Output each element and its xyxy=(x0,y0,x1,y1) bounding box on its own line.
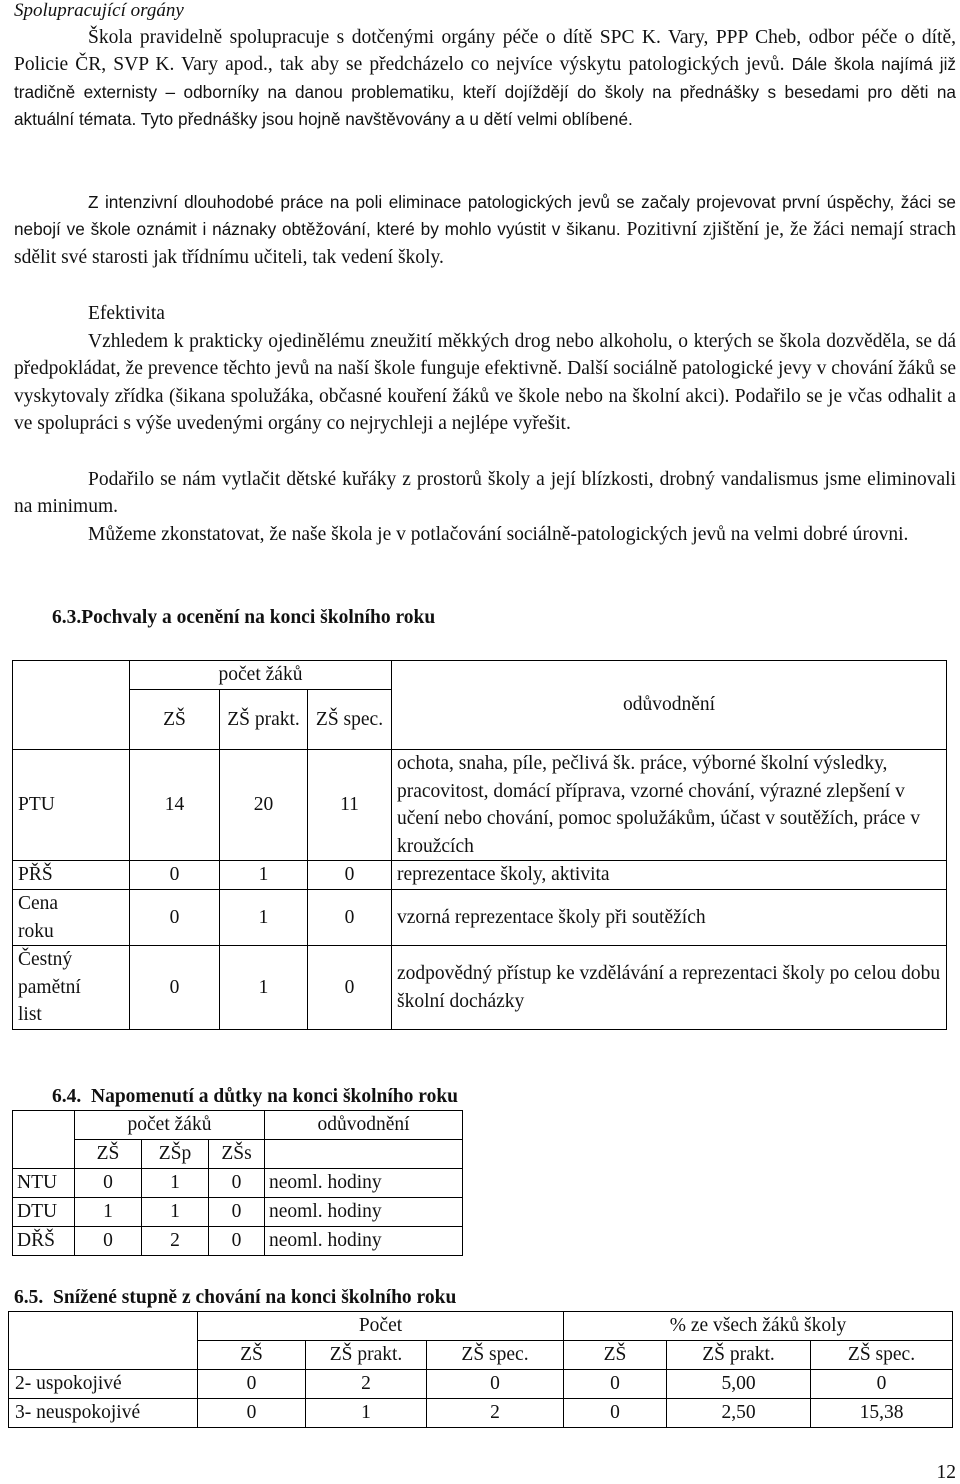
header-zsp: ZŠp xyxy=(142,1140,209,1169)
conduct-table xyxy=(8,1311,953,1428)
row-prakt: 20 xyxy=(220,750,308,861)
table-row xyxy=(13,889,947,945)
row-type: PTU xyxy=(13,750,130,861)
row-zsp: 1 xyxy=(142,1198,209,1227)
row-reason: neoml. hodiny xyxy=(265,1169,463,1198)
header-count: počet žáků xyxy=(130,661,392,690)
paragraph-text-sans: Z intenzivní dlouhodobé práce na poli eliminace patologických jevů se začaly projevovat první úspěchy, žáci se nebojí ve škole oznámit i náznaky obtěžování, které by mohlo vyústit v šikanu. xyxy=(14,192,956,240)
table-row xyxy=(9,1370,953,1399)
row-prakt: 1 xyxy=(220,946,308,1030)
row-type: Čestný pamětní list xyxy=(13,946,130,1030)
row-zs: 0 xyxy=(130,946,220,1030)
row-n-spec: 2 xyxy=(427,1399,564,1428)
header-zs: ZŠ xyxy=(130,689,220,749)
header-reason: odůvodnění xyxy=(265,1111,463,1140)
row-spec: 0 xyxy=(308,946,392,1030)
paragraph-cooperation-2 xyxy=(14,189,956,271)
header-zs-prakt: ZŠ prakt. xyxy=(667,1341,811,1370)
paragraph-effectiveness-1 xyxy=(14,328,956,438)
table-row xyxy=(13,946,947,1030)
table-header-row xyxy=(13,1111,463,1140)
reprimands-table xyxy=(12,1110,463,1256)
row-zsp: 2 xyxy=(142,1227,209,1256)
row-reason: zodpovědný přístup ke vzdělávání a reprezentaci školy po celou dobu školní docházky xyxy=(392,946,947,1030)
row-spec: 0 xyxy=(308,861,392,890)
header-count: počet žáků xyxy=(75,1111,265,1140)
paragraph-text: Podařilo se nám vytlačit dětské kuřáky z prostorů školy a její blízkosti, drobný vandalismus jsme eliminovali na minimum. xyxy=(14,469,956,518)
table-cell xyxy=(265,1140,463,1169)
row-p-zs: 0 xyxy=(564,1399,667,1428)
table-cell xyxy=(9,1312,198,1370)
row-p-spec: 0 xyxy=(811,1370,953,1399)
row-n-prakt: 2 xyxy=(306,1370,427,1399)
paragraph-text-sans: Dále škola najímá již tradičně externisty – odborníky na danou problematiku, kteří dojíždějí do školy na přednášky s besedami pro děti na aktuální témata. Tyto přednášky jsou hojně navštěvovány a u dětí velmi oblíbené. xyxy=(14,54,957,130)
row-n-zs: 0 xyxy=(198,1370,306,1399)
table-row xyxy=(13,861,947,890)
header-reason: odůvodnění xyxy=(392,661,947,750)
row-zss: 0 xyxy=(209,1227,265,1256)
header-zs-prakt: ZŠ prakt. xyxy=(220,689,308,749)
row-zs: 0 xyxy=(130,889,220,945)
row-grade: 2- uspokojivé xyxy=(9,1370,198,1399)
row-n-prakt: 1 xyxy=(306,1399,427,1428)
row-zs: 0 xyxy=(75,1169,142,1198)
row-p-prakt: 5,00 xyxy=(667,1370,811,1399)
row-type: DTU xyxy=(13,1198,75,1227)
header-zs-spec: ZŠ spec. xyxy=(811,1341,953,1370)
paragraph-effectiveness-3 xyxy=(14,521,956,548)
table-row xyxy=(13,1227,463,1256)
row-n-spec: 0 xyxy=(427,1370,564,1399)
row-prakt: 1 xyxy=(220,889,308,945)
row-zs: 0 xyxy=(130,861,220,890)
table-cell xyxy=(13,661,130,750)
header-count: Počet xyxy=(198,1312,564,1341)
section-title-awards: 6.3.Pochvaly a ocenění na konci školního roku xyxy=(52,607,436,628)
section-heading-effectiveness xyxy=(14,300,956,327)
header-zs-spec: ZŠ spec. xyxy=(427,1341,564,1370)
table-header-row xyxy=(13,1140,463,1169)
table-row xyxy=(13,1198,463,1227)
table-row xyxy=(13,750,947,861)
row-grade: 3- neuspokojivé xyxy=(9,1399,198,1428)
header-zs-prakt: ZŠ prakt. xyxy=(306,1341,427,1370)
paragraph-text: Můžeme zkonstatovat, že naše škola je v potlačování sociálně-patologických jevů na velmi dobré úrovni. xyxy=(88,524,909,545)
section-title-conduct: 6.5. Snížené stupně z chování na konci školního roku xyxy=(14,1287,457,1308)
row-p-zs: 0 xyxy=(564,1370,667,1399)
table-row xyxy=(9,1399,953,1428)
row-zs: 1 xyxy=(75,1198,142,1227)
awards-table xyxy=(12,660,947,1030)
row-reason: vzorná reprezentace školy při soutěžích xyxy=(392,889,947,945)
row-reason: neoml. hodiny xyxy=(265,1198,463,1227)
table-header-row xyxy=(9,1312,953,1341)
header-zs: ZŠ xyxy=(198,1341,306,1370)
section-heading-cooperation: Spolupracující orgány xyxy=(14,0,184,21)
row-type: NTU xyxy=(13,1169,75,1198)
row-prakt: 1 xyxy=(220,861,308,890)
row-zss: 0 xyxy=(209,1169,265,1198)
row-zs: 0 xyxy=(75,1227,142,1256)
header-zss: ZŠs xyxy=(209,1140,265,1169)
table-header-row xyxy=(13,661,947,690)
paragraph-text: Škola pravidelně spolupracuje s dotčenými orgány péče o dítě SPC K. Vary, PPP Cheb, odbor péče o dítě, Policie ČR, SVP K. Vary apod., tak aby se předcházelo co nejvíce výskytu patologických jevů. xyxy=(14,27,956,76)
row-type: DŘŠ xyxy=(13,1227,75,1256)
header-zs-spec: ZŠ spec. xyxy=(308,689,392,749)
row-zsp: 1 xyxy=(142,1169,209,1198)
heading-text: Efektivita xyxy=(88,303,165,324)
header-zs: ZŠ xyxy=(75,1140,142,1169)
row-zss: 0 xyxy=(209,1198,265,1227)
row-type: Cena roku xyxy=(13,889,130,945)
paragraph-effectiveness-2 xyxy=(14,466,956,521)
paragraph-cooperation-1 xyxy=(14,24,956,134)
table-cell xyxy=(13,1111,75,1169)
row-spec: 0 xyxy=(308,889,392,945)
row-reason: neoml. hodiny xyxy=(265,1227,463,1256)
row-reason: reprezentace školy, aktivita xyxy=(392,861,947,890)
row-type: PŘŠ xyxy=(13,861,130,890)
header-zs: ZŠ xyxy=(564,1341,667,1370)
table-row xyxy=(13,1169,463,1198)
paragraph-text: Vzhledem k prakticky ojedinělému zneužití měkkých drog nebo alkoholu, o kterých se škola dozvěděla, se dá předpokládat, že prevence těchto jevů na naší škole funguje efektivně. Další sociálně patologické jevy v chování žáků se vyskytovaly zřídka (šikana spolužáka, občasné kouření žáků ve škole nebo na školní akci). Podařilo se je včas odhalit a ve spolupráci s výše uvedenými orgány co nejrychleji a nejlépe vyřešit. xyxy=(14,331,956,435)
header-percent: % ze všech žáků školy xyxy=(564,1312,953,1341)
section-title-reprimands: 6.4. Napomenutí a důtky na konci školního roku xyxy=(52,1086,459,1107)
row-p-spec: 15,38 xyxy=(811,1399,953,1428)
paragraph-text: Pozitivní zjištění je, že žáci nemají strach sdělit své starosti jak třídnímu učiteli, tak vedení školy. xyxy=(14,219,956,268)
row-reason: ochota, snaha, píle, pečlivá šk. práce, výborné školní výsledky, pracovitost, domácí příprava, vzorné chování, výrazné zlepšení v učení nebo chování, pomoc spolužákům, účast v soutěžích, práce v kroužcích xyxy=(392,750,947,861)
row-zs: 14 xyxy=(130,750,220,861)
row-spec: 11 xyxy=(308,750,392,861)
page-number: 12 xyxy=(936,1462,956,1483)
row-p-prakt: 2,50 xyxy=(667,1399,811,1428)
row-n-zs: 0 xyxy=(198,1399,306,1428)
